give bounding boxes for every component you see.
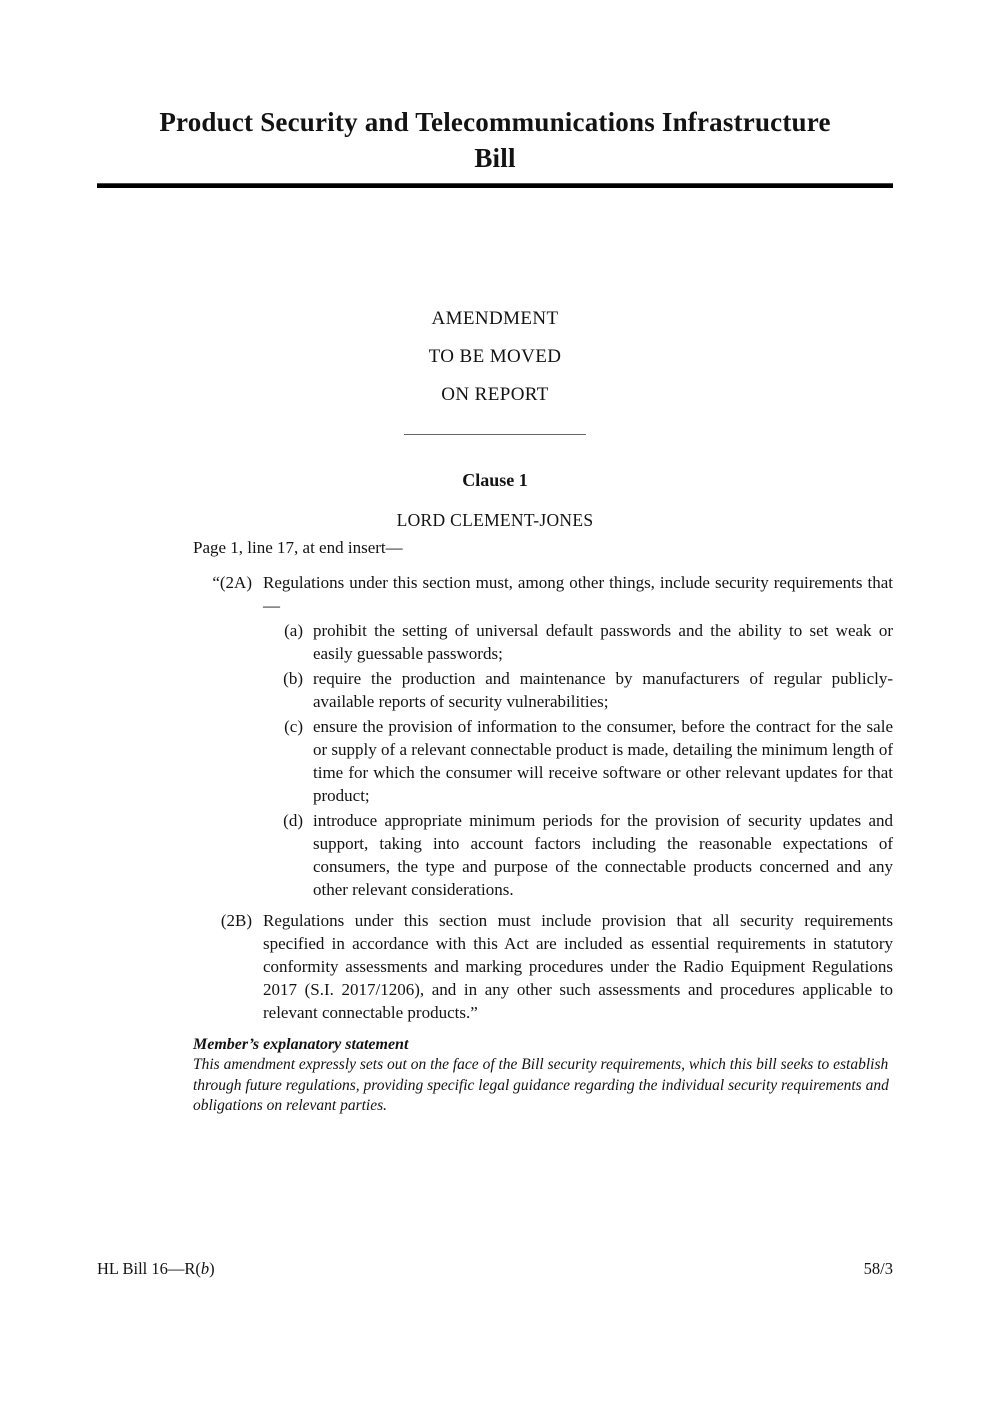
subparagraph-b-text: require the production and maintenance by manufacturers of regular publicly-available reports of security vulnerabilities; [313,669,893,711]
subparagraph-c-text: ensure the provision of information to the consumer, before the contract for the sale or supply of a relevant connectable product is made, detailing the minimum length of time for which the consumer will receive software or other relevant updates for that product; [313,717,893,805]
bill-title [97,104,893,176]
subparagraph-a [193,619,893,665]
subparagraph-d-label: (d) [283,811,303,830]
subparagraph-a-text: prohibit the setting of universal default passwords and the ability to set weak or easily guessable passwords; [313,621,893,663]
subparagraph-c-label: (c) [284,717,303,736]
bill-title-line1: Product Security and Telecommunications Infrastructure [159,107,831,137]
footer-page-ref: 58/3 [863,1259,893,1278]
explanatory-statement [193,1034,893,1117]
separator-rule [404,434,586,435]
amendment-heading-line2: TO BE MOVED [428,346,562,367]
amendment-heading [97,300,893,414]
paragraph-2b-label: (2B) [220,911,252,930]
paragraph-2b [193,909,893,1024]
footer-bill-number-suffix: ) [209,1259,215,1278]
subparagraph-a-label: (a) [284,621,303,640]
title-double-rule [97,183,893,188]
bill-title-line2: Bill [474,143,516,173]
paragraph-2a-label: “(2A) [212,573,252,592]
subparagraph-b-label: (b) [283,669,303,688]
footer-bill-number-italic: b [200,1259,210,1278]
explanatory-heading: Member’s explanatory statement [193,1036,409,1053]
footer-bill-number [97,1258,215,1279]
footer-bill-number-prefix: HL Bill 16—R( [97,1259,201,1278]
amendment-body [193,536,893,1117]
clause-heading: Clause 1 [462,470,528,490]
page-footer [97,1258,893,1279]
instruction-line: Page 1, line 17, at end insert— [193,538,403,557]
subparagraph-d-text: introduce appropriate minimum periods for the provision of security updates and support, taking into account factors including the reasonable expectations of consumers, the type and purpose of the connectable products concerned and any other relevant considerations. [313,811,893,899]
amendment-heading-line3: ON REPORT [441,384,549,405]
paragraph-2b-text: Regulations under this section must include provision that all security requirements specified in accordance with this Act are included as essential requirements in statutory conformity assessments and marking procedures under the Radio Equipment Regulations 2017 (S.I. 2017/1206), and in any other such assessments and procedures applicable to relevant connectable products.” [263,911,893,1022]
subparagraph-d [193,809,893,901]
explanatory-text: This amendment expressly sets out on the face of the Bill security requirements, which this bill seeks to establish through future regulations, providing specific legal guidance regarding the individual security requirements and obligations on relevant parties. [193,1056,889,1114]
subparagraph-b [193,667,893,713]
amendment-heading-line1: AMENDMENT [431,308,559,329]
paragraph-2a-text: Regulations under this section must, among other things, include security requirements that— [263,573,893,615]
subparagraph-c [193,715,893,807]
paragraph-2a [193,571,893,617]
mover-name: LORD CLEMENT-JONES [396,510,594,530]
